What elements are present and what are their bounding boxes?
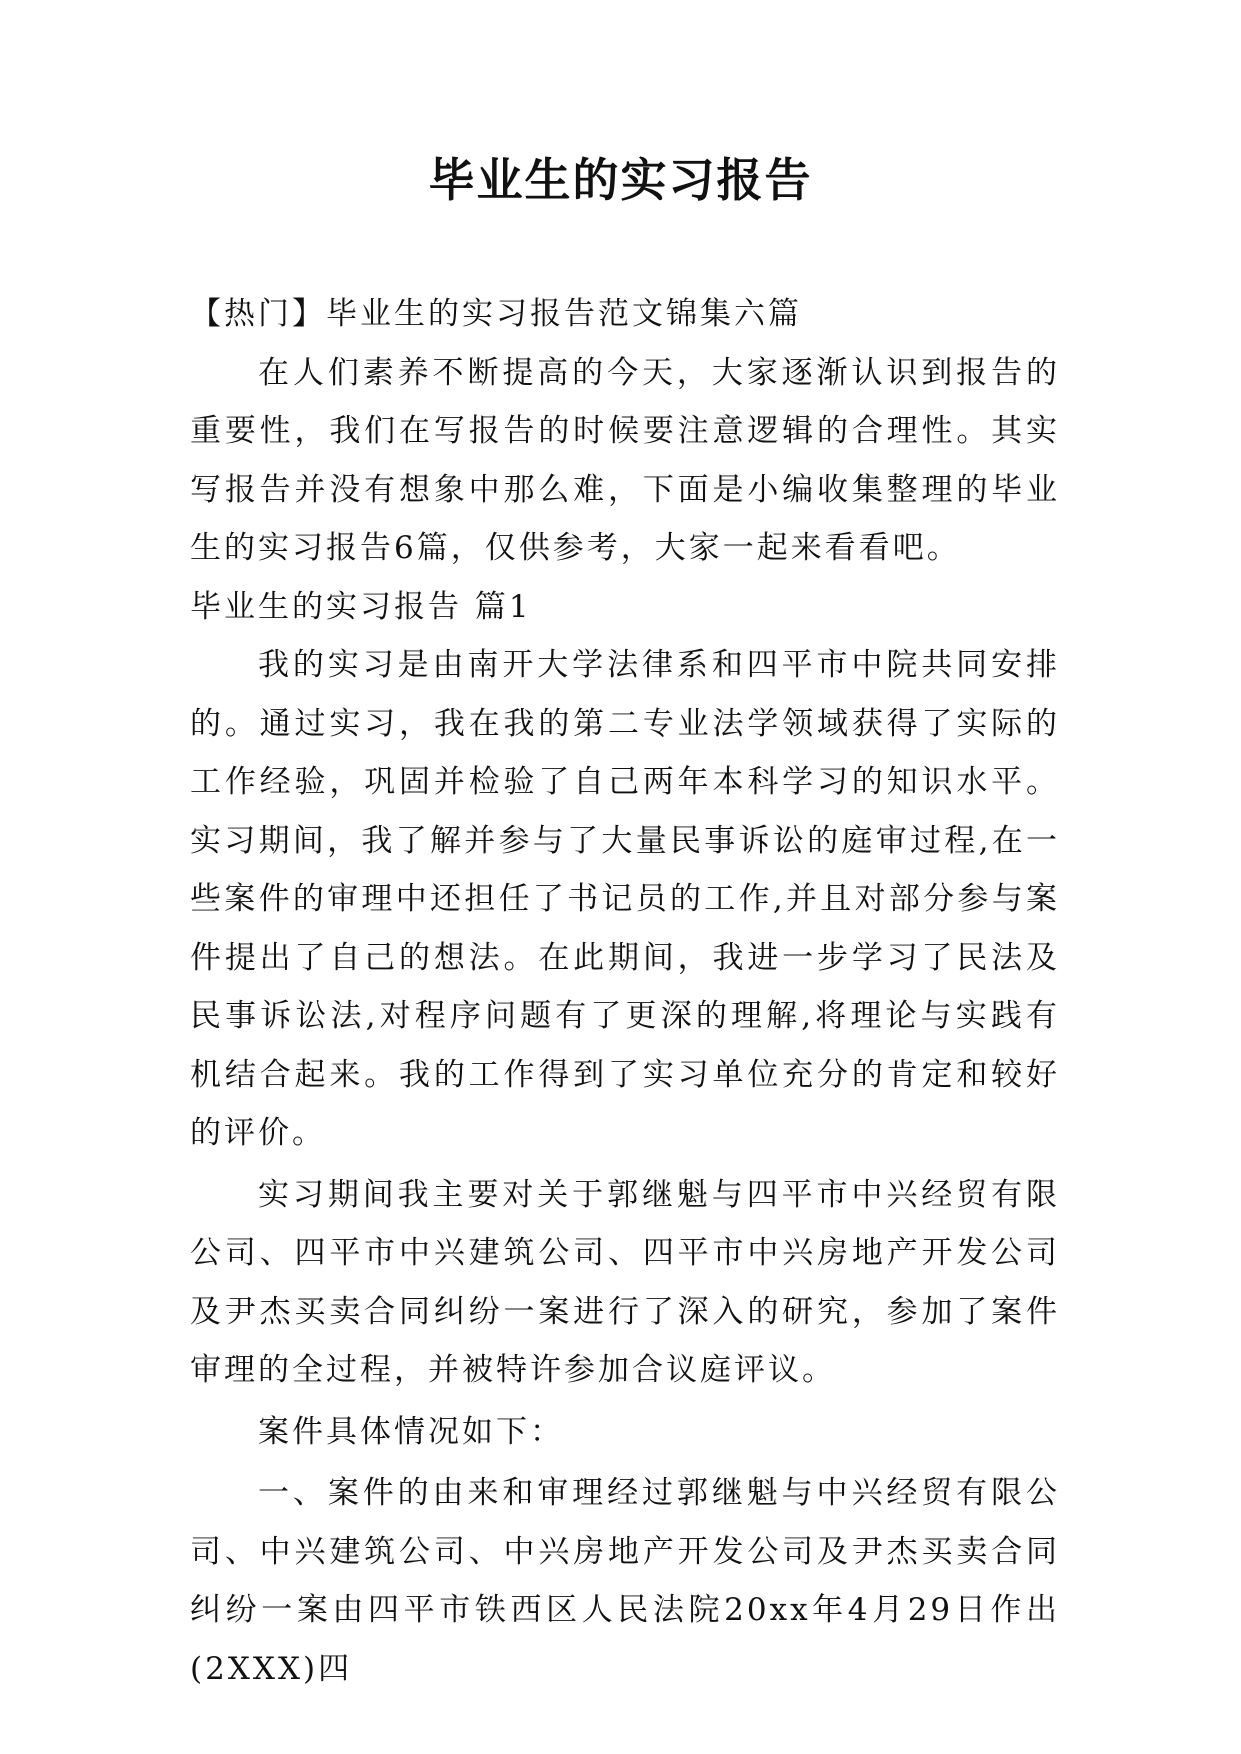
body-paragraph: 我的实习是由南开大学法律系和四平市中院共同安排的。通过实习，我在我的第二专业法学领域获得了实际的工作经验，巩固并检验了自己两年本科学习的知识水平。实习期间，我了解并参与了大量民事诉讼的庭审过程,在一些案件的审理中还担任了书记员的工作,并且对部分参与案件提出了自己的想法。在此期间，我进一步学习了民法及民事诉讼法,对程序问题有了更深的理解,将理论与实践有机结合起来。我的工作得到了实习单位充分的肯定和较好的评价。 — [190, 647, 1060, 1151]
document-subtitle: 【热门】毕业生的实习报告范文锦集六篇 — [190, 296, 802, 332]
document-body — [190, 285, 1060, 1698]
body-paragraph: 案件具体情况如下： — [258, 1413, 564, 1450]
intro-paragraph: 在人们素养不断提高的今天，大家逐渐认识到报告的重要性，我们在写报告的时候要注意逻辑的合理性。其实写报告并没有想象中那么难，下面是小编收集整理的毕业生的实习报告6篇，仅供参考，大家一起来看看吧。 — [190, 354, 1060, 566]
section-heading: 毕业生的实习报告 篇1 — [190, 588, 532, 625]
document-title: 毕业生的实习报告 — [428, 153, 813, 207]
body-paragraph: 实习期间我主要对关于郭继魁与四平市中兴经贸有限公司、四平市中兴建筑公司、四平市中兴房地产开发公司及尹杰买卖合同纠纷一案进行了深入的研究，参加了案件审理的全过程，并被特许参加合议庭评议。 — [190, 1176, 1060, 1388]
body-paragraph: 一、案件的由来和审理经过郭继魁与中兴经贸有限公司、中兴建筑公司、中兴房地产开发公司及尹杰买卖合同纠纷一案由四平市铁西区人民法院20xx年4月29日作出(2XXX)四 — [190, 1475, 1060, 1687]
